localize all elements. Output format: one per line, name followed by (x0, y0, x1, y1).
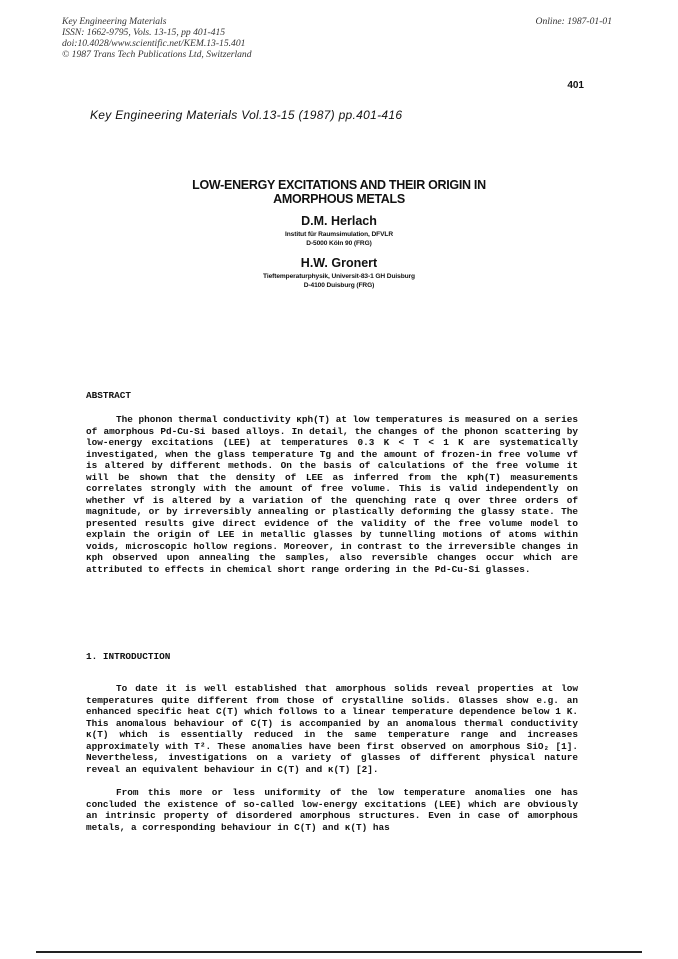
abstract-heading: ABSTRACT (86, 390, 132, 401)
meta-journal: Key Engineering Materials (62, 16, 167, 27)
page-number: 401 (567, 80, 584, 91)
intro-paragraph-2: From this more or less uniformity of the low temperature anomalies one has concluded the existence of so-called low-energy excitations (LEE) which are obviously an intrinsic property of disordered amorphous structures. Even in case of amorphous metals, a corresponding behaviour in C(T) and κ(T) has (86, 787, 578, 833)
title-line-2: AMORPHOUS METALS (273, 192, 405, 206)
affiliation-line: D-5000 Köln 90 (FRG) (306, 240, 372, 247)
author-1-affiliation (0, 230, 678, 248)
meta-online-date: Online: 1987-01-01 (535, 16, 612, 27)
meta-issn: ISSN: 1662-9795, Vols. 13-15, pp 401-415 (62, 27, 226, 38)
affiliation-line: Institut für Raumsimulation, DFVLR (285, 231, 393, 238)
affiliation-line: Tieftemperaturphysik, Universit-83-1 GH Duisburg (263, 273, 415, 280)
affiliation-line: D-4100 Duisburg (FRG) (303, 282, 375, 289)
intro-paragraph-1: To date it is well established that amorphous solids reveal properties at low temperatures quite different from those of crystalline solids. Glasses show e.g. an enhanced specific heat C(T) which follows to a linear temperature dependence below 1 K. This anomalous behaviour of C(T) is accompanied by an anomalous thermal conductivity κ(T) which is essentially reduced in the same temperature range and increases approximately with T². These anomalies have been first observed on amorphous SiO₂ [1]. Nevertheless, investigations on a variety of glasses of different physical nature reveal an equivalent behaviour in C(T) and κ(T) [2]. (86, 683, 578, 775)
meta-copyright: © 1987 Trans Tech Publications Ltd, Switzerland (62, 49, 252, 60)
author-2-name: H.W. Gronert (300, 256, 378, 270)
author-2-affiliation (0, 272, 678, 290)
citation-metadata (62, 16, 252, 60)
footer-rule (36, 951, 642, 953)
author-1-name: D.M. Herlach (301, 214, 377, 228)
paper-title (0, 178, 678, 206)
meta-doi: doi:10.4028/www.scientific.net/KEM.13-15.401 (62, 38, 246, 49)
introduction-heading: 1. INTRODUCTION (86, 651, 171, 662)
abstract-paragraph: The phonon thermal conductivity κph(T) at low temperatures is measured on a series of amorphous Pd-Cu-Si based alloys. In detail, the changes of the phonon scattering by low-energy excitations (LEE) at temperatures 0.3 K < T < 1 K are systematically investigated, when the glass temperature Tg and the amount of frozen-in free volume vf is altered by different methods. On the basis of calculations of the free volume it will be shown that the density of LEE as inferred from the κph(T) measurements correlates strongly with the amount of free volume. This is valid independently on whether vf is altered by a variation of the quenching rate q over three orders of magnitude, or by irreversibly annealing or plastically deforming the glassy state. The presented results give direct evidence of the validity of the free volume model to explain the origin of LEE in metallic glasses by tunnelling motions of atoms within voids, microscopic hollow regions. Moreover, in contrast to the irreversible changes in κph observed upon annealing the samples, also reversible changes occur which are attributed to effects in chemical short range ordering in the Pd-Cu-Si glasses. (86, 414, 578, 575)
introduction-body (86, 683, 578, 845)
title-line-1: LOW-ENERGY EXCITATIONS AND THEIR ORIGIN IN (192, 178, 486, 192)
abstract-body (86, 414, 578, 587)
journal-line: Key Engineering Materials Vol.13-15 (1987) pp.401-416 (90, 108, 403, 122)
